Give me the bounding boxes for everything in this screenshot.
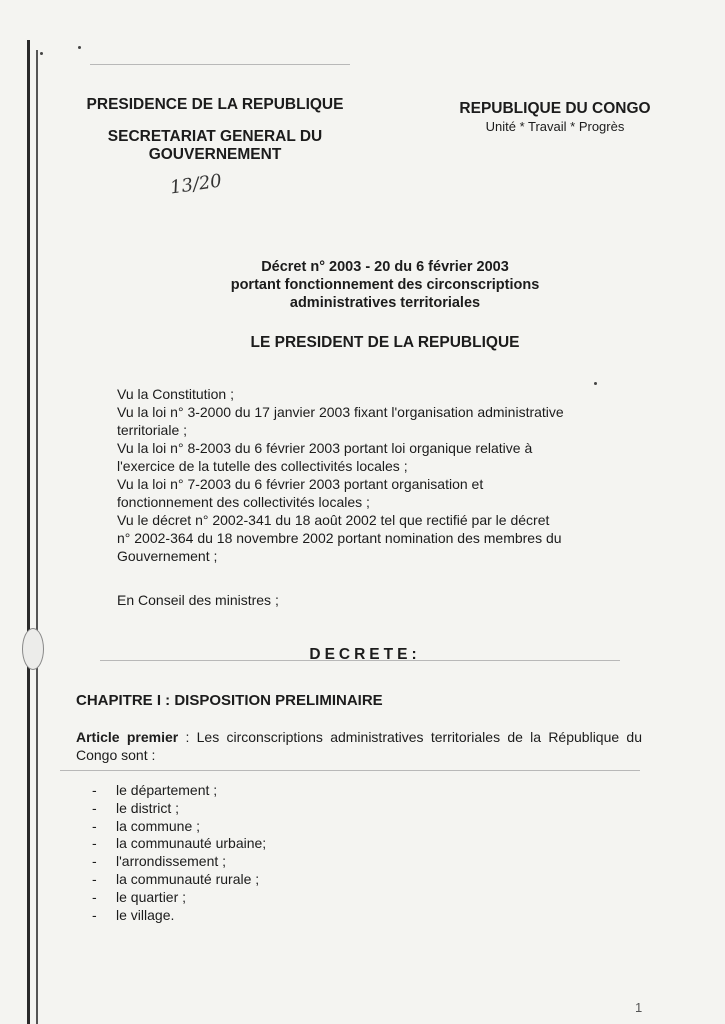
list-item: - le département ;	[92, 782, 266, 800]
article-label: Article premier	[76, 729, 179, 745]
list-item: - la communauté urbaine;	[92, 835, 266, 853]
decree-title	[150, 258, 620, 312]
list-item: - la communauté rurale ;	[92, 871, 266, 889]
gouvernement-heading: GOUVERNEMENT	[148, 146, 282, 163]
list-item: - le district ;	[92, 800, 266, 818]
article-text: : Les circonscriptions administratives territoriales de la République du Congo sont :	[76, 729, 642, 763]
article-premier	[76, 728, 642, 764]
visa-line: Vu la loi n° 7-2003 du 6 février 2003 portant organisation et	[117, 476, 484, 492]
republic-title: REPUBLIQUE DU CONGO	[459, 100, 651, 117]
list-item: - la commune ;	[92, 818, 266, 836]
presidence-heading: PRESIDENCE DE LA REPUBLIQUE	[86, 96, 344, 113]
republic-heading-block	[440, 100, 670, 134]
page-number: 1	[635, 1000, 643, 1015]
circonscriptions-list	[92, 782, 266, 924]
national-motto: Unité * Travail * Progrès	[485, 119, 625, 134]
visa-line: l'exercice de la tutelle des collectivités locales ;	[117, 458, 408, 474]
visa-line: Gouvernement ;	[117, 548, 218, 564]
secretariat-heading: SECRETARIAT GENERAL DU	[107, 128, 323, 145]
visa-line: Vu le décret n° 2002-341 du 18 août 2002 tel que rectifié par le décret	[117, 512, 550, 528]
punch-hole	[22, 628, 44, 670]
scan-noise	[90, 64, 350, 65]
visa-line: Vu la Constitution ;	[117, 386, 234, 402]
decree-title-line: portant fonctionnement des circonscriptions	[230, 277, 540, 293]
list-item: - le quartier ;	[92, 889, 266, 907]
decrete-heading: DECRETE:	[309, 646, 421, 663]
conseil-line: En Conseil des ministres ;	[117, 592, 279, 608]
scan-noise	[60, 770, 640, 771]
issuing-authority	[70, 96, 360, 164]
binding-edge-line	[27, 40, 30, 1024]
president-heading: LE PRESIDENT DE LA REPUBLIQUE	[250, 334, 520, 351]
visa-line: n° 2002-364 du 18 novembre 2002 portant nomination des membres du	[117, 530, 562, 546]
visas-block	[117, 385, 617, 565]
handwritten-annotation: 13/20	[168, 170, 224, 199]
visa-line: Vu la loi n° 3-2000 du 17 janvier 2003 fixant l'organisation administrative	[117, 404, 564, 420]
decree-title-line: Décret n° 2003 - 20 du 6 février 2003	[261, 259, 509, 275]
list-item: - l'arrondissement ;	[92, 853, 266, 871]
decree-title-line: administratives territoriales	[289, 295, 481, 311]
visa-line: territoriale ;	[117, 422, 188, 438]
scan-speck	[78, 46, 81, 49]
binding-edge-line-inner	[36, 50, 38, 1024]
scan-speck	[40, 52, 43, 55]
visa-line: Vu la loi n° 8-2003 du 6 février 2003 portant loi organique relative à	[117, 440, 533, 456]
list-item: - le village.	[92, 907, 266, 925]
visa-line: fonctionnement des collectivités locales ;	[117, 494, 370, 510]
chapter-heading: CHAPITRE I : DISPOSITION PRELIMINAIRE	[76, 692, 383, 709]
